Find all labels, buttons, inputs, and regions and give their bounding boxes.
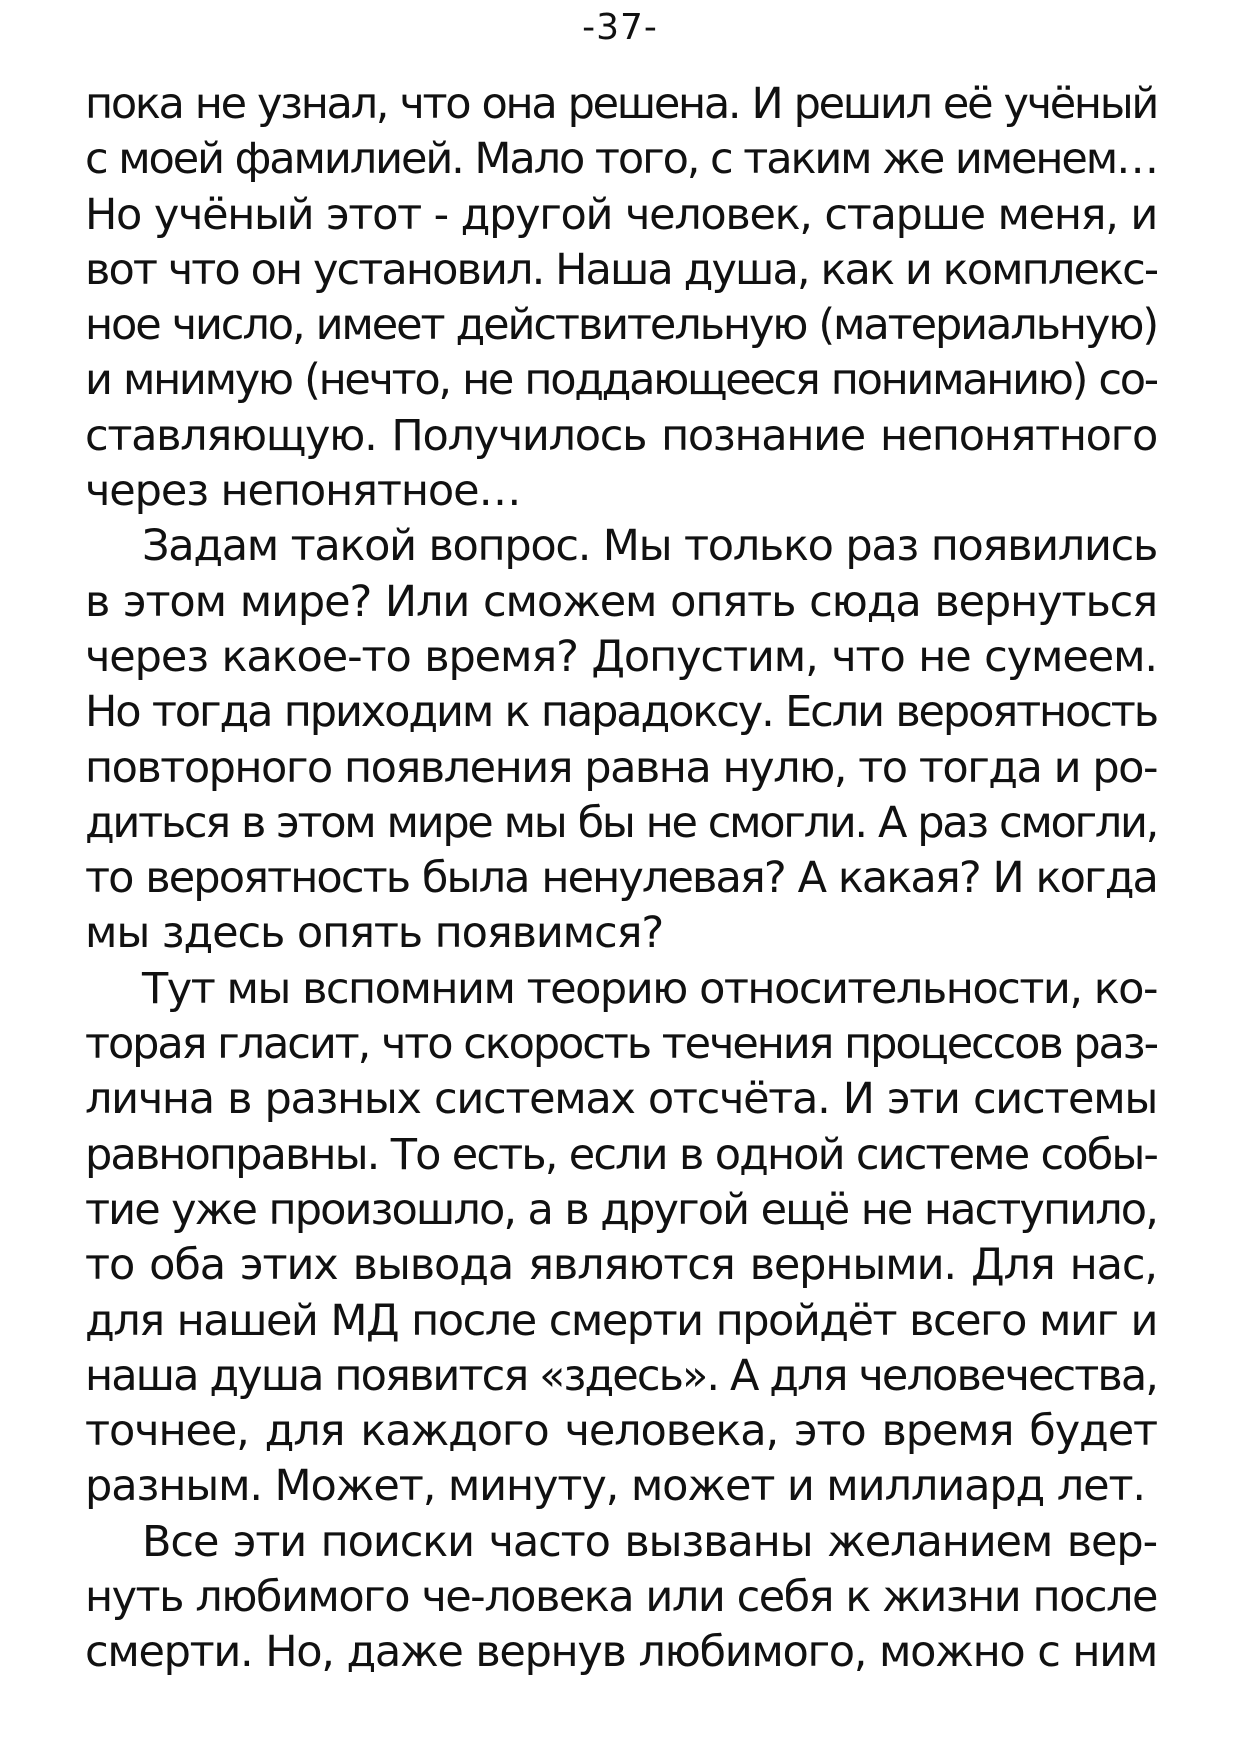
text-line: смерти. Но, даже вернув любимого, можно с ним [85, 1627, 1157, 1678]
text-line: в этом мире? Или сможем опять сюда вернуться [85, 576, 1157, 627]
text-line: для нашей МД после смерти пройдёт всего миг и [85, 1295, 1157, 1346]
text-line: наша душа появится «здесь». А для человечества, [85, 1350, 1157, 1401]
text-line: ставляющую. Получилось познание непонятного [85, 410, 1157, 461]
text-line: ное число, имеет действительную (материальную) [85, 300, 1157, 351]
text-line: пока не узнал, что она решена. И решил её учёный [85, 79, 1157, 129]
text-line: и мнимую (нечто, не поддающееся пониманию) со- [85, 355, 1157, 406]
text-line: мы здесь опять появимся? [85, 908, 664, 959]
text-line: Но учёный этот - другой человек, старше меня, и [85, 189, 1157, 240]
text-line: через какое-то время? Допустим, что не сумеем. [85, 631, 1157, 682]
text-line: вот что он установил. Наша душа, как и комплекс- [85, 244, 1157, 295]
text-line: через непонятное… [85, 466, 521, 517]
page-number: -37- [582, 7, 658, 48]
text-line: то оба этих вывода являются верными. Для нас, [85, 1240, 1157, 1291]
body-text [85, 77, 1157, 1681]
text-line: с моей фамилией. Мало того, с таким же именем… [85, 134, 1157, 185]
text-line: Все эти поиски часто вызваны желанием вер- [142, 1516, 1157, 1567]
text-line: Тут мы вспомним теорию относительности, ко- [142, 963, 1157, 1014]
text-line: то вероятность была ненулевая? А какая? И когда [85, 853, 1157, 904]
text-line: Задам такой вопрос. Мы только раз появились [142, 521, 1157, 572]
text-line: точнее, для каждого человека, это время будет [85, 1406, 1157, 1457]
text-line: повторного появления равна нулю, то тогда и ро- [85, 742, 1157, 793]
text-line: Но тогда приходим к парадоксу. Если вероятность [85, 687, 1157, 738]
text-line: лична в разных системах отсчёта. И эти системы [85, 1074, 1157, 1125]
text-line: тие уже произошло, а в другой ещё не наступило, [85, 1184, 1157, 1235]
text-line: нуть любимого че-ловека или себя к жизни после [85, 1572, 1157, 1623]
text-line: диться в этом мире мы бы не смогли. А раз смогли, [85, 797, 1157, 848]
text-line: разным. Может, минуту, может и миллиард лет. [85, 1461, 1145, 1512]
text-line: равноправны. То есть, если в одной системе собы- [85, 1129, 1157, 1180]
text-line: торая гласит, что скорость течения процессов раз- [85, 1019, 1157, 1070]
